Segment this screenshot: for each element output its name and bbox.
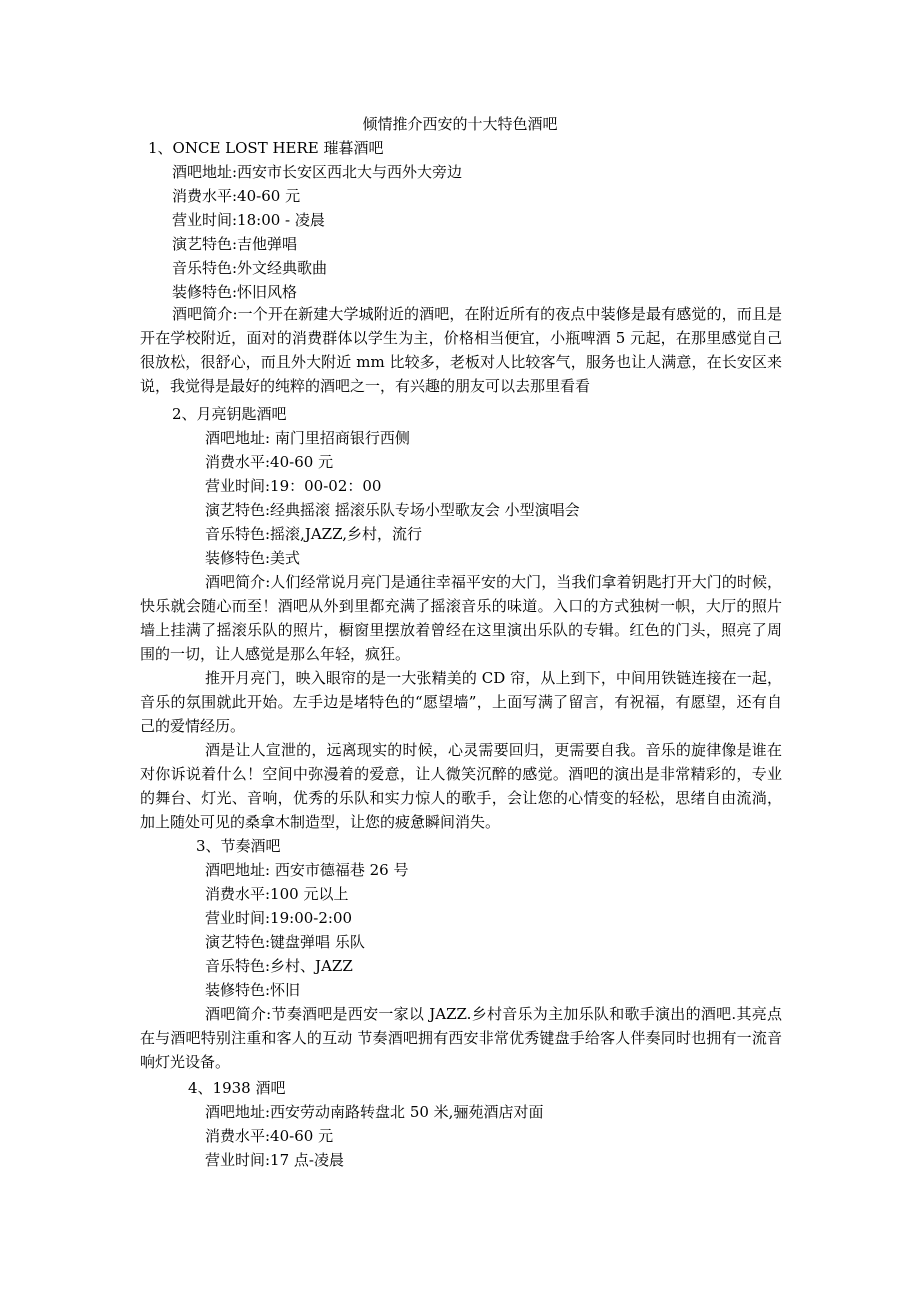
- bar-2-heading: 2、月亮钥匙酒吧: [172, 405, 287, 423]
- bar-2-hours: 营业时间:19：00-02：00: [205, 477, 382, 495]
- bar-3-decor: 装修特色:怀旧: [205, 981, 301, 999]
- bar-2-performance: 演艺特色:经典摇滚 摇滚乐队专场小型歌友会 小型演唱会: [205, 501, 580, 519]
- bar-3-performance: 演艺特色:键盘弹唱 乐队: [205, 933, 365, 951]
- bar-2-music: 音乐特色:摇滚,JAZZ,乡村，流行: [205, 525, 423, 543]
- bar-4-hours: 营业时间:17 点-凌晨: [205, 1151, 344, 1169]
- bar-2-intro-1: 酒吧简介:人们经常说月亮门是通往幸福平安的大门，当我们拿着钥匙打开大门的时候，快乐就会随心而至！酒吧从外到里都充满了摇滚音乐的味道。入口的方式独树一帜，大厅的照片墙上挂满了摇滚乐队的照片，橱窗里摆放着曾经在这里演出乐队的专辑。红色的门头，照亮了周围的一切，让人感觉是那么年轻，疯狂。: [140, 573, 782, 663]
- document-title: 倾情推介西安的十大特色酒吧: [362, 115, 558, 133]
- bar-4-price: 消费水平:40-60 元: [205, 1127, 334, 1145]
- bar-1-address: 酒吧地址:西安市长安区西北大与西外大旁边: [172, 163, 463, 181]
- bar-2-address: 酒吧地址: 南门里招商银行西侧: [205, 429, 410, 447]
- bar-3-music: 音乐特色:乡村、JAZZ: [205, 957, 353, 975]
- bar-2-price: 消费水平:40-60 元: [205, 453, 334, 471]
- bar-4-address: 酒吧地址:西安劳动南路转盘北 50 米,骊苑酒店对面: [205, 1103, 544, 1121]
- bar-1-music: 音乐特色:外文经典歌曲: [172, 259, 328, 277]
- bar-3-price: 消费水平:100 元以上: [205, 885, 349, 903]
- bar-1-heading: 1、ONCE LOST HERE 璀暮酒吧: [148, 139, 384, 157]
- bar-1-performance: 演艺特色:吉他弹唱: [172, 235, 298, 253]
- bar-1-price: 消费水平:40-60 元: [172, 187, 301, 205]
- bar-3-intro: 酒吧简介:节奏酒吧是西安一家以 JAZZ.乡村音乐为主加乐队和歌手演出的酒吧.其亮点在与酒吧特别注重和客人的互动 节奏酒吧拥有西安非常优秀键盘手给客人伴奏同时也拥有一流音响灯光设备。: [140, 1005, 782, 1071]
- bar-3-heading: 3、节奏酒吧: [196, 837, 281, 855]
- bar-2-intro-2: 推开月亮门，映入眼帘的是一大张精美的 CD 帘，从上到下，中间用铁链连接在一起，音乐的氛围就此开始。左手边是堵特色的“愿望墙”，上面写满了留言，有祝福，有愿望，还有自己的爱情经历。: [140, 669, 782, 735]
- bar-2-intro-3: 酒是让人宣泄的，远离现实的时候，心灵需要回归，更需要自我。音乐的旋律像是谁在对你诉说着什么！空间中弥漫着的爱意，让人微笑沉醉的感觉。酒吧的演出是非常精彩的，专业的舞台、灯光、音响，优秀的乐队和实力惊人的歌手，会让您的心情变的轻松，思绪自由流淌，加上随处可见的桑拿木制造型，让您的疲惫瞬间消失。: [140, 741, 782, 831]
- bar-4-heading: 4、1938 酒吧: [188, 1079, 286, 1097]
- bar-1-hours: 营业时间:18:00 - 凌晨: [172, 211, 325, 229]
- bar-3-hours: 营业时间:19:00-2:00: [205, 909, 353, 927]
- bar-1-decor: 装修特色:怀旧风格: [172, 283, 298, 301]
- bar-3-address: 酒吧地址: 西安市德福巷 26 号: [205, 861, 409, 879]
- bar-1-intro: 酒吧简介:一个开在新建大学城附近的酒吧，在附近所有的夜点中装修是最有感觉的，而且是开在学校附近，面对的消费群体以学生为主，价格相当便宜，小瓶啤酒 5 元起，在那里感觉自己很放松，很舒心，而且外大附近 mm 比较多，老板对人比较客气，服务也让人满意，在长安区来说，我觉得是最好的纯粹的酒吧之一，有兴趣的朋友可以去那里看看: [140, 305, 782, 395]
- bar-2-decor: 装修特色:美式: [205, 549, 301, 567]
